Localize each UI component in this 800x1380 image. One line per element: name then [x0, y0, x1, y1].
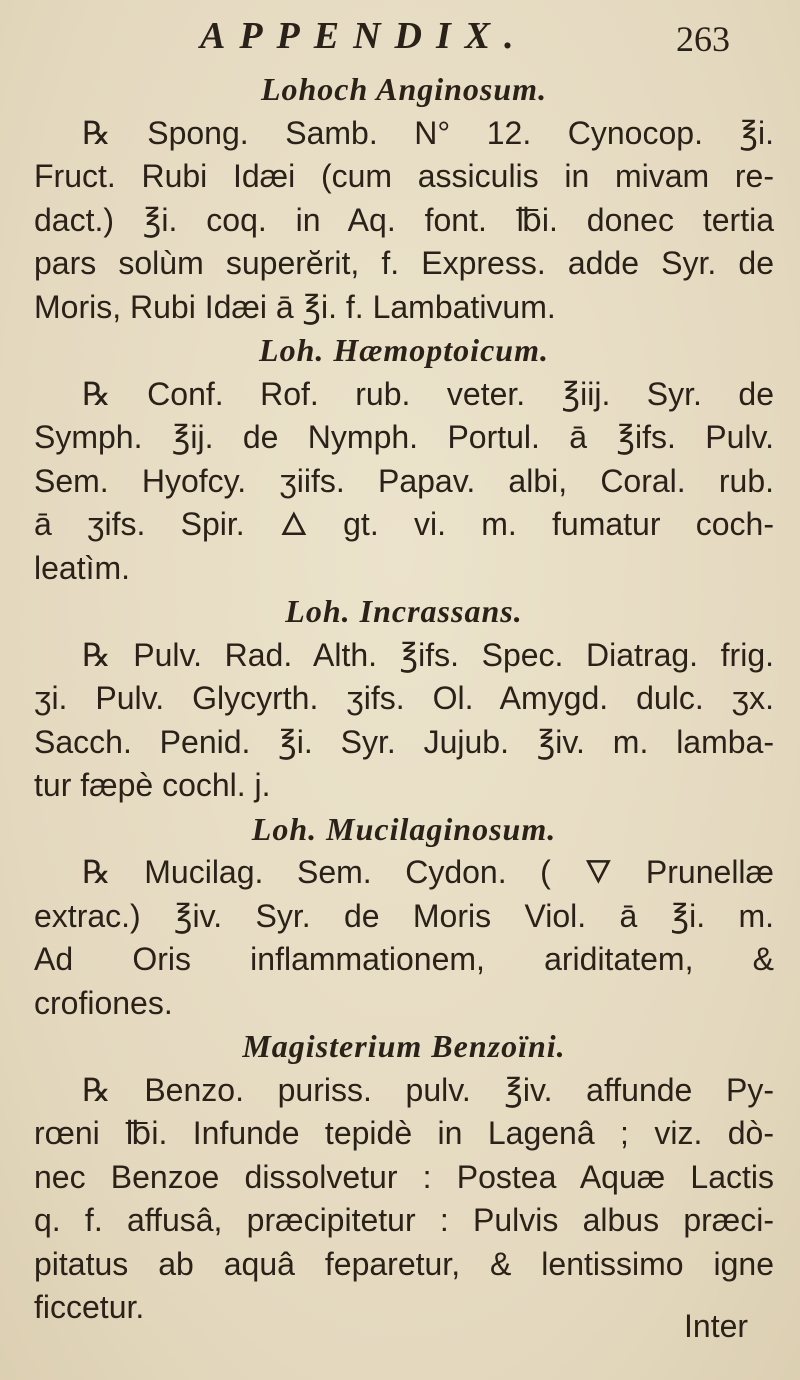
recipe-heading: Loh. Incrassans. — [285, 593, 523, 629]
running-title: APPENDIX. — [200, 15, 528, 57]
page-number: 263 — [676, 19, 730, 59]
text-line: ℞ Benzo. puriss. pulv. ℥iv. affunde Py- — [82, 1071, 774, 1108]
text-line: pitatus ab aquâ feparetur, & lentissimo igne — [34, 1245, 774, 1282]
running-header — [0, 14, 800, 64]
text-line: ℞ Mucilag. Sem. Cydon. ( 🜄 Prunellæ — [82, 854, 774, 890]
text-line: extrac.) ℥iv. Syr. de Moris Viol. ā ℥i. m. — [34, 897, 774, 934]
text-line: Moris, Rubi Idæi ā ℥i. f. Lambativum. — [34, 288, 556, 325]
body-text — [34, 68, 774, 1330]
text-line: ficcetur. — [34, 1289, 145, 1325]
recipe-heading: Loh. Mucilaginosum. — [251, 810, 557, 847]
recipe-heading: Lohoch Anginosum. — [260, 71, 548, 107]
text-line: crofiones. — [34, 984, 173, 1021]
text-line: dact.) ℥i. coq. in Aq. font. ℔i. donec tertia — [34, 201, 774, 238]
text-line: Fruct. Rubi Idæi (cum assiculis in mivam re- — [34, 158, 774, 194]
text-line: tur fæpè cochl. j. — [34, 767, 271, 803]
text-line: nec Benzoe dissolvetur : Postea Aquæ Lactis — [34, 1158, 774, 1195]
text-line: Sacch. Penid. ℥i. Syr. Jujub. ℥iv. m. lamba- — [34, 723, 774, 760]
text-line: ℞ Pulv. Rad. Alth. ℥ifs. Spec. Diatrag. frig. — [82, 636, 774, 673]
text-line: Symph. ℥ij. de Nymph. Portul. ā ℥ifs. Pulv. — [34, 419, 774, 455]
text-line: q. f. affusâ, præcipitetur : Pulvis albus præci- — [34, 1202, 774, 1238]
text-line: Ad Oris inflammationem, ariditatem, & — [34, 941, 774, 977]
text-line: leatìm. — [34, 549, 131, 586]
text-line: ℞ Conf. Rof. rub. veter. ℥iij. Syr. de — [82, 375, 774, 412]
text-line: Sem. Hyofcy. ʒiifs. Papav. albi, Coral. rub. — [34, 462, 774, 499]
text-line: ā ʒifs. Spir. 🜂 gt. vi. m. fumatur coch- — [34, 506, 774, 542]
text-line: ʒi. Pulv. Glycyrth. ʒifs. Ol. Amygd. dulc. ʒx. — [34, 680, 774, 716]
recipe-heading: Loh. Hæmoptoicum. — [259, 332, 549, 368]
catchword: Inter — [684, 1308, 749, 1344]
text-line: pars solùm superĕrit, f. Express. adde Syr. de — [34, 245, 774, 281]
text-line: rœni ℔i. Infunde tepidè in Lagenâ ; viz. dò- — [34, 1115, 774, 1151]
text-line: ℞ Spong. Samb. N° 12. Cynocop. ℥i. — [82, 114, 774, 151]
recipe-heading: Magisterium Benzoïni. — [242, 1028, 566, 1064]
